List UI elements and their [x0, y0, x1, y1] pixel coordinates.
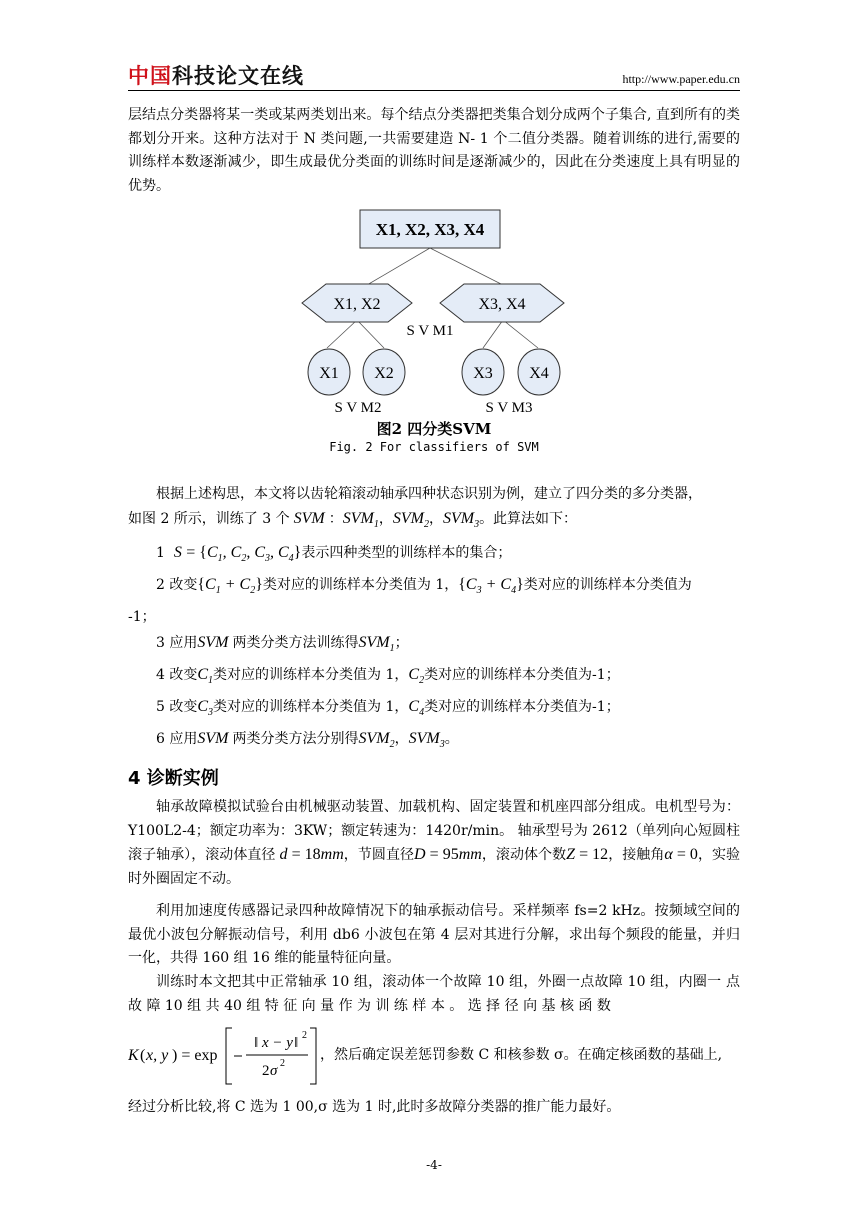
math-d-value: = 18 — [287, 846, 321, 863]
math-brace-close-2: } — [516, 576, 524, 593]
root-label: X1, X2, X3, X4 — [375, 220, 485, 239]
edge-root-left — [367, 248, 430, 285]
svm2-label: S V M2 — [334, 400, 382, 416]
denominator-exponent: 2 — [280, 1058, 285, 1069]
journal-logo — [128, 60, 304, 90]
numerator-expr: x − y — [262, 1035, 293, 1051]
leaf4-label: X4 — [529, 365, 549, 382]
math-svm3-step6: $SVM_3$ — [408, 730, 445, 751]
header-rule — [128, 90, 740, 91]
page-header — [128, 60, 740, 90]
algorithm-step-1 — [156, 542, 511, 564]
math-set-s: S — [173, 544, 182, 561]
math-c3-step5: $C_3$ — [197, 698, 214, 719]
edge-left-leaf2 — [357, 320, 384, 348]
diag-p1-e: ，实验时外圈固定不动。 — [128, 847, 741, 887]
right-bracket — [310, 1028, 316, 1084]
figure-caption-en: Fig. 2 For classifiers of SVM — [329, 440, 539, 454]
math-z-value: = 12 — [575, 846, 609, 863]
algorithm-step-2 — [156, 574, 692, 596]
intro-paragraph: 层结点分类器将某一类或某两类划出来。每个结点分类器把类集合划分成两个子集合, 直到所有的类都划分开来。这种方法对于 N 类问题,一共需要建造 N- 1 个二值分类器。随着训练的进行,需要的训练样本数逐渐减少，即生成最优分类面的训练时间是逐渐减少的，因此在分类速度上具有明显的优势。 — [128, 107, 740, 194]
math-c1-plus-c2: $C_1 + C_2$ — [205, 576, 256, 597]
math-brace-close-1: } — [255, 576, 263, 593]
math-d: d — [275, 846, 288, 863]
math-c4-step5: $C_4$ — [408, 698, 425, 719]
math-brace-close: } — [293, 544, 302, 561]
step1-number: 1 — [156, 545, 165, 561]
diag-p1-c: ，滚动体个数 — [481, 847, 567, 863]
left-node-label: X1, X2 — [333, 296, 381, 313]
step6-suffix: 。 — [444, 731, 459, 747]
kernel-args: x, y — [146, 1047, 169, 1064]
math-d-unit: mm — [320, 846, 344, 863]
diag-p1-d: ，接触角 — [608, 847, 665, 863]
diagnosis-paragraph-1 — [128, 796, 740, 891]
kernel-formula-row — [128, 1020, 740, 1090]
math-z: Z — [566, 846, 576, 863]
step3-middle: 两类分类方法训练得 — [232, 635, 359, 651]
diagnosis-paragraph-2: 利用加速度传感器记录四种故障情况下的轴承振动信号。采样频率 fs=2 kHz。按频域空间的最优小波包分解振动信号，利用 db6 小波包在第 4 层对其进行分解，求出每个频段的能量，并归一化，共得 160 组 16 维的能量特征向量。 — [128, 903, 740, 966]
step2-number: 2 改变 — [156, 577, 198, 593]
math-alpha: α — [664, 846, 673, 863]
edge-left-leaf1 — [327, 320, 357, 348]
math-svm3: $SVM_3$ — [442, 510, 480, 531]
kernel-formula — [128, 1020, 318, 1090]
step1-text: 表示四种类型的训练样本的集合； — [301, 545, 512, 561]
method-intro-line1: 根据上述构思，本文将以齿轮箱滚动轴承四种状态识别为例，建立了四分类的多分类器， — [156, 486, 702, 502]
step3-suffix: ； — [394, 635, 409, 651]
diagnosis-paragraph-3: 训练时本文把其中正常轴承 10 组，滚动体一个故障 10 组，外圈一点故障 10 组，内圈一 点 故 障 10 组 共 40 组 特 征 向 量 作 为 训 练 样 本 。 选 择 径 向 基 核 函 数 — [128, 974, 740, 1014]
left-bracket — [226, 1028, 232, 1084]
leaf1-label: X1 — [319, 365, 339, 382]
page-number: -4- — [426, 1158, 442, 1172]
step2-text-b: 类对应的训练样本分类值为 — [523, 577, 692, 593]
math-alpha-value: = 0 — [672, 846, 698, 863]
math-c2-step4: $C_2$ — [408, 666, 425, 687]
leaf3-label: X3 — [473, 365, 493, 382]
right-node-label: X3, X4 — [478, 296, 526, 313]
section-title: 4 诊断实例 — [128, 768, 219, 789]
edge-root-right — [430, 248, 503, 285]
step5-prefix: 5 改变 — [156, 699, 198, 715]
figure-caption: 图2 四分类SVM — [376, 420, 492, 438]
kernel-eq: ) = exp — [172, 1047, 218, 1064]
math-big-d-value: = 95 — [425, 846, 459, 863]
svm3-label: S V M3 — [485, 400, 533, 416]
step4-middle: 类对应的训练样本分类值为 1， — [213, 667, 409, 683]
math-svm: SVM — [289, 510, 329, 527]
step2-text-a: 类对应的训练样本分类值为 1， — [262, 577, 459, 593]
algorithm-step-5 — [156, 696, 620, 718]
edge-right-leaf3 — [483, 320, 503, 348]
method-intro-text-c: 。此算法如下： — [479, 511, 578, 527]
math-c1-step4: $C_1$ — [197, 666, 214, 687]
edge-right-leaf4 — [503, 320, 538, 348]
numerator-norm-close: ‖ — [294, 1035, 299, 1051]
algorithm-step-2-cont: -1； — [128, 609, 156, 625]
step5-middle: 类对应的训练样本分类值为 1， — [213, 699, 409, 715]
math-big-d-unit: mm — [458, 846, 482, 863]
math-equals: = { — [186, 544, 207, 561]
logo-red-text: 中国 — [128, 64, 172, 88]
step6-middle: 两类分类方法分别得 — [232, 731, 359, 747]
step6-prefix: 6 应用 — [156, 731, 198, 747]
step5-suffix: 类对应的训练样本分类值为-1； — [424, 699, 620, 715]
kernel-open-paren: ( — [140, 1047, 146, 1064]
leaf2-label: X2 — [374, 365, 394, 382]
math-c3-plus-c4: $C_3 + C_4$ — [465, 576, 517, 597]
math-brace-open-1: { — [197, 576, 206, 593]
diag-p1-b: ，节圆直径 — [343, 847, 415, 863]
math-svm2-step6: $SVM_2$ — [358, 730, 395, 751]
math-svm1: $SVM_1$ — [342, 510, 379, 531]
numerator-exponent: 2 — [302, 1030, 307, 1041]
method-intro-text-b: 如图 2 所示，训练了 3 个 — [128, 511, 290, 527]
algorithm-step-4 — [156, 664, 620, 686]
denominator-sigma: σ — [270, 1063, 278, 1079]
diag-p1-a: 轴承故障模拟试验台由机械驱动装置、加载机构、固定装置和机座四部分组成。电机型号为：Y100L2-4；额定功率为：3KW；额定转速为：1420r/min。 轴承型号为 2612（单列向心短圆柱滚子轴承），滚动体直径 — [128, 799, 740, 863]
step3-prefix: 3 应用 — [156, 635, 198, 651]
kernel-k: K — [128, 1047, 139, 1064]
diagnosis-paragraph-4: 经过分析比较,将 C 选为 1 00,σ 选为 1 时,此时多故障分类器的推广能力最好。 — [128, 1099, 621, 1115]
math-c1-c4: $C_1$, $C_2$, $C_3$, $C_4$ — [206, 544, 294, 565]
denominator-two: 2 — [262, 1063, 270, 1079]
math-brace-open-2: { — [458, 576, 466, 593]
step4-suffix: 类对应的训练样本分类值为-1； — [424, 667, 620, 683]
svm-tree-diagram — [290, 200, 580, 425]
algorithm-step-3 — [156, 632, 409, 654]
numerator-norm-open: ‖ — [254, 1035, 259, 1051]
kernel-after-text: ，然后确定误差惩罚参数 C 和核参数 σ。在确定核函数的基础上, — [320, 1047, 723, 1063]
method-intro-line2: 如图 2 所示，训练了 3 个 SVM ：$SVM_1$，$SVM_2$，$SVM_3$。此算法如下： — [128, 510, 578, 531]
math-svm2: $SVM_2$ — [392, 510, 429, 531]
site-url[interactable]: http://www.paper.edu.cn — [622, 72, 740, 86]
step4-prefix: 4 改变 — [156, 667, 198, 683]
algorithm-step-6: 6 应用SVM 两类分类方法分别得$SVM_2$，$SVM_3$。 — [156, 730, 459, 751]
math-svm-step6: SVM — [197, 730, 233, 747]
math-big-d: D — [414, 846, 426, 863]
math-svm1-step3: $SVM_1$ — [358, 634, 395, 655]
svm1-label: S V M1 — [406, 323, 454, 339]
logo-black-text: 科技论文在线 — [172, 64, 304, 88]
math-svm-step3: SVM — [197, 634, 233, 651]
